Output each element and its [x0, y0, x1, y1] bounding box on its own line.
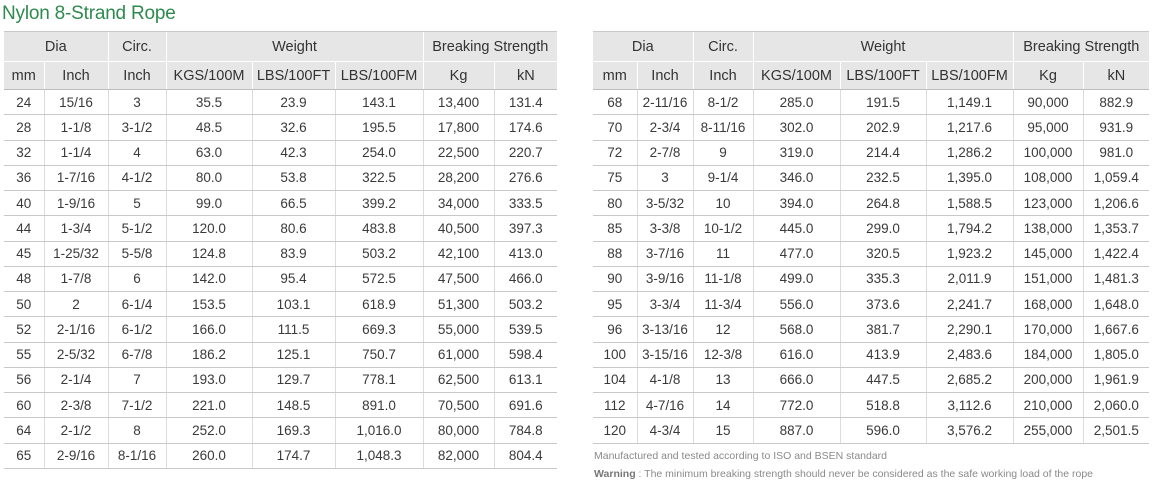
cell-dia-mm: 36 — [4, 165, 44, 190]
header-row-groups — [4, 32, 557, 62]
cell-lbs-100ft: 264.8 — [840, 191, 926, 216]
cell-dia-inch: 3-15/16 — [637, 342, 693, 367]
table-row — [593, 418, 1149, 443]
cell-dia-mm: 90 — [593, 266, 637, 291]
standard-note: Manufactured and tested according to ISO and BSEN standard — [594, 450, 888, 462]
cell-lbs-100ft: 169.3 — [252, 418, 335, 443]
cell-breaking-kg: 168,000 — [1013, 292, 1083, 317]
cell-circ-inch: 10 — [693, 191, 753, 216]
table-body-right — [593, 90, 1149, 444]
cell-dia-mm: 32 — [4, 140, 44, 165]
cell-dia-inch: 4-1/8 — [637, 367, 693, 392]
cell-breaking-kn: 1,206.6 — [1083, 191, 1149, 216]
cell-dia-mm: 45 — [4, 241, 44, 266]
table-row — [4, 317, 557, 342]
cell-kgs-100m: 63.0 — [166, 140, 252, 165]
cell-kgs-100m: 556.0 — [753, 292, 840, 317]
cell-breaking-kg: 151,000 — [1013, 266, 1083, 291]
header-lbs-100fm: LBS/100FM — [926, 62, 1013, 90]
cell-lbs-100ft: 518.8 — [840, 393, 926, 418]
cell-lbs-100fm: 254.0 — [335, 140, 423, 165]
cell-circ-inch: 6-1/2 — [108, 317, 166, 342]
cell-lbs-100fm: 572.5 — [335, 266, 423, 291]
table-row — [593, 393, 1149, 418]
header-circ: Circ. — [108, 32, 166, 62]
header-dia: Dia — [4, 32, 108, 62]
cell-dia-inch: 2 — [44, 292, 108, 317]
table-row — [4, 342, 557, 367]
cell-circ-inch: 12-3/8 — [693, 342, 753, 367]
cell-lbs-100fm: 778.1 — [335, 367, 423, 392]
table-row — [4, 140, 557, 165]
warning-text: : The minimum breaking strength should never be considered as the safe working load of the rope — [635, 468, 1094, 480]
cell-circ-inch: 15 — [693, 418, 753, 443]
header-mm: mm — [593, 62, 637, 90]
header-row-units — [593, 62, 1149, 90]
cell-dia-inch: 2-3/8 — [44, 393, 108, 418]
cell-circ-inch: 12 — [693, 317, 753, 342]
cell-lbs-100ft: 80.6 — [252, 216, 335, 241]
cell-breaking-kg: 108,000 — [1013, 165, 1083, 190]
cell-lbs-100ft: 413.9 — [840, 342, 926, 367]
cell-lbs-100ft: 32.6 — [252, 115, 335, 140]
cell-dia-inch: 15/16 — [44, 90, 108, 115]
cell-lbs-100fm: 143.1 — [335, 90, 423, 115]
cell-breaking-kg: 47,500 — [423, 266, 494, 291]
cell-circ-inch: 8 — [108, 418, 166, 443]
header-lbs-100ft: LBS/100FT — [840, 62, 926, 90]
cell-breaking-kg: 40,500 — [423, 216, 494, 241]
cell-breaking-kn: 2,060.0 — [1083, 393, 1149, 418]
cell-lbs-100fm: 1,149.1 — [926, 90, 1013, 115]
header-circ-inch: Inch — [108, 62, 166, 90]
cell-dia-mm: 44 — [4, 216, 44, 241]
cell-circ-inch: 6 — [108, 266, 166, 291]
cell-breaking-kg: 95,000 — [1013, 115, 1083, 140]
rope-spec-table-left — [4, 31, 557, 469]
cell-circ-inch: 5 — [108, 191, 166, 216]
warning-note — [594, 468, 1093, 480]
header-circ: Circ. — [693, 32, 753, 62]
cell-breaking-kn: 1,805.0 — [1083, 342, 1149, 367]
cell-kgs-100m: 302.0 — [753, 115, 840, 140]
header-weight: Weight — [166, 32, 423, 62]
table-row — [593, 140, 1149, 165]
table-row — [593, 367, 1149, 392]
cell-lbs-100ft: 299.0 — [840, 216, 926, 241]
cell-lbs-100ft: 125.1 — [252, 342, 335, 367]
cell-kgs-100m: 186.2 — [166, 342, 252, 367]
cell-dia-mm: 85 — [593, 216, 637, 241]
cell-dia-mm: 70 — [593, 115, 637, 140]
cell-kgs-100m: 887.0 — [753, 418, 840, 443]
cell-breaking-kn: 784.8 — [494, 418, 557, 443]
cell-breaking-kn: 1,667.6 — [1083, 317, 1149, 342]
header-circ-inch: Inch — [693, 62, 753, 90]
cell-kgs-100m: 616.0 — [753, 342, 840, 367]
cell-dia-mm: 60 — [4, 393, 44, 418]
cell-circ-inch: 4 — [108, 140, 166, 165]
cell-dia-mm: 55 — [4, 342, 44, 367]
cell-breaking-kg: 17,800 — [423, 115, 494, 140]
cell-kgs-100m: 124.8 — [166, 241, 252, 266]
cell-dia-inch: 3-7/16 — [637, 241, 693, 266]
cell-lbs-100fm: 322.5 — [335, 165, 423, 190]
table-row — [593, 216, 1149, 241]
cell-dia-inch: 1-1/8 — [44, 115, 108, 140]
cell-circ-inch: 11 — [693, 241, 753, 266]
header-mm: mm — [4, 62, 44, 90]
cell-dia-mm: 96 — [593, 317, 637, 342]
table-row — [4, 115, 557, 140]
cell-breaking-kg: 82,000 — [423, 443, 494, 468]
table-row — [4, 216, 557, 241]
cell-dia-mm: 56 — [4, 367, 44, 392]
header-dia: Dia — [593, 32, 693, 62]
cell-lbs-100fm: 669.3 — [335, 317, 423, 342]
cell-dia-inch: 1-9/16 — [44, 191, 108, 216]
cell-kgs-100m: 153.5 — [166, 292, 252, 317]
cell-kgs-100m: 477.0 — [753, 241, 840, 266]
cell-lbs-100ft: 129.7 — [252, 367, 335, 392]
cell-kgs-100m: 166.0 — [166, 317, 252, 342]
cell-circ-inch: 7-1/2 — [108, 393, 166, 418]
cell-breaking-kn: 333.5 — [494, 191, 557, 216]
cell-lbs-100ft: 66.5 — [252, 191, 335, 216]
cell-kgs-100m: 99.0 — [166, 191, 252, 216]
cell-lbs-100fm: 3,576.2 — [926, 418, 1013, 443]
cell-dia-mm: 100 — [593, 342, 637, 367]
cell-lbs-100ft: 111.5 — [252, 317, 335, 342]
cell-circ-inch: 6-7/8 — [108, 342, 166, 367]
cell-dia-mm: 50 — [4, 292, 44, 317]
table-row — [4, 367, 557, 392]
cell-dia-inch: 4-7/16 — [637, 393, 693, 418]
cell-circ-inch: 7 — [108, 367, 166, 392]
cell-dia-mm: 28 — [4, 115, 44, 140]
cell-lbs-100ft: 23.9 — [252, 90, 335, 115]
cell-dia-inch: 3-13/16 — [637, 317, 693, 342]
cell-lbs-100fm: 3,112.6 — [926, 393, 1013, 418]
cell-dia-inch: 1-3/4 — [44, 216, 108, 241]
cell-breaking-kg: 170,000 — [1013, 317, 1083, 342]
cell-lbs-100fm: 399.2 — [335, 191, 423, 216]
cell-breaking-kg: 138,000 — [1013, 216, 1083, 241]
cell-lbs-100fm: 1,923.2 — [926, 241, 1013, 266]
table-row — [593, 191, 1149, 216]
cell-kgs-100m: 35.5 — [166, 90, 252, 115]
cell-dia-inch: 2-5/32 — [44, 342, 108, 367]
cell-dia-inch: 2-11/16 — [637, 90, 693, 115]
table-row — [4, 418, 557, 443]
header-breaking-strength: Breaking Strength — [423, 32, 557, 62]
cell-lbs-100ft: 53.8 — [252, 165, 335, 190]
cell-lbs-100fm: 2,290.1 — [926, 317, 1013, 342]
cell-lbs-100fm: 2,483.6 — [926, 342, 1013, 367]
cell-dia-mm: 80 — [593, 191, 637, 216]
cell-breaking-kn: 397.3 — [494, 216, 557, 241]
cell-dia-inch: 1-1/4 — [44, 140, 108, 165]
table-row — [593, 115, 1149, 140]
header-row-groups — [593, 32, 1149, 62]
cell-lbs-100ft: 83.9 — [252, 241, 335, 266]
cell-breaking-kg: 55,000 — [423, 317, 494, 342]
table-row — [4, 443, 557, 468]
cell-dia-mm: 104 — [593, 367, 637, 392]
cell-breaking-kg: 145,000 — [1013, 241, 1083, 266]
cell-circ-inch: 11-1/8 — [693, 266, 753, 291]
cell-breaking-kn: 2,501.5 — [1083, 418, 1149, 443]
cell-breaking-kg: 200,000 — [1013, 367, 1083, 392]
cell-circ-inch: 4-1/2 — [108, 165, 166, 190]
cell-lbs-100ft: 191.5 — [840, 90, 926, 115]
warning-label: Warning — [594, 468, 636, 480]
cell-dia-inch: 3-3/4 — [637, 292, 693, 317]
cell-dia-mm: 48 — [4, 266, 44, 291]
cell-circ-inch: 5-5/8 — [108, 241, 166, 266]
cell-kgs-100m: 772.0 — [753, 393, 840, 418]
cell-breaking-kn: 413.0 — [494, 241, 557, 266]
cell-dia-inch: 2-1/16 — [44, 317, 108, 342]
table-row — [593, 165, 1149, 190]
table-row — [593, 90, 1149, 115]
table-row — [4, 292, 557, 317]
cell-breaking-kg: 100,000 — [1013, 140, 1083, 165]
cell-lbs-100ft: 320.5 — [840, 241, 926, 266]
cell-dia-inch: 3-3/8 — [637, 216, 693, 241]
table-row — [4, 165, 557, 190]
cell-kgs-100m: 48.5 — [166, 115, 252, 140]
cell-lbs-100fm: 618.9 — [335, 292, 423, 317]
cell-breaking-kn: 1,961.9 — [1083, 367, 1149, 392]
cell-breaking-kn: 804.4 — [494, 443, 557, 468]
cell-dia-inch: 2-9/16 — [44, 443, 108, 468]
cell-breaking-kn: 220.7 — [494, 140, 557, 165]
cell-breaking-kn: 174.6 — [494, 115, 557, 140]
cell-dia-inch: 1-7/16 — [44, 165, 108, 190]
cell-kgs-100m: 394.0 — [753, 191, 840, 216]
cell-lbs-100ft: 596.0 — [840, 418, 926, 443]
cell-dia-mm: 120 — [593, 418, 637, 443]
header-kn: kN — [494, 62, 557, 90]
cell-kgs-100m: 445.0 — [753, 216, 840, 241]
cell-breaking-kn: 1,422.4 — [1083, 241, 1149, 266]
cell-circ-inch: 9-1/4 — [693, 165, 753, 190]
table-row — [593, 317, 1149, 342]
cell-dia-mm: 52 — [4, 317, 44, 342]
cell-breaking-kn: 466.0 — [494, 266, 557, 291]
cell-circ-inch: 11-3/4 — [693, 292, 753, 317]
cell-breaking-kg: 13,400 — [423, 90, 494, 115]
cell-breaking-kg: 70,500 — [423, 393, 494, 418]
table-row — [4, 191, 557, 216]
cell-kgs-100m: 499.0 — [753, 266, 840, 291]
cell-kgs-100m: 285.0 — [753, 90, 840, 115]
cell-lbs-100ft: 381.7 — [840, 317, 926, 342]
cell-lbs-100ft: 103.1 — [252, 292, 335, 317]
cell-kgs-100m: 80.0 — [166, 165, 252, 190]
table-body-left — [4, 90, 557, 469]
cell-lbs-100ft: 95.4 — [252, 266, 335, 291]
cell-breaking-kg: 22,500 — [423, 140, 494, 165]
cell-kgs-100m: 120.0 — [166, 216, 252, 241]
cell-dia-inch: 1-25/32 — [44, 241, 108, 266]
table-row — [4, 241, 557, 266]
table-row — [4, 266, 557, 291]
cell-dia-mm: 65 — [4, 443, 44, 468]
cell-circ-inch: 8-1/2 — [693, 90, 753, 115]
cell-lbs-100fm: 2,241.7 — [926, 292, 1013, 317]
header-weight: Weight — [753, 32, 1013, 62]
cell-breaking-kn: 131.4 — [494, 90, 557, 115]
cell-lbs-100fm: 1,794.2 — [926, 216, 1013, 241]
cell-dia-mm: 88 — [593, 241, 637, 266]
cell-lbs-100fm: 2,011.9 — [926, 266, 1013, 291]
cell-dia-mm: 68 — [593, 90, 637, 115]
header-kg: Kg — [1013, 62, 1083, 90]
cell-breaking-kg: 61,000 — [423, 342, 494, 367]
cell-lbs-100ft: 174.7 — [252, 443, 335, 468]
cell-lbs-100fm: 1,217.6 — [926, 115, 1013, 140]
header-lbs-100fm: LBS/100FM — [335, 62, 423, 90]
cell-breaking-kn: 1,648.0 — [1083, 292, 1149, 317]
header-breaking-strength: Breaking Strength — [1013, 32, 1149, 62]
cell-breaking-kg: 210,000 — [1013, 393, 1083, 418]
cell-dia-inch: 2-7/8 — [637, 140, 693, 165]
header-row-units — [4, 62, 557, 90]
cell-breaking-kn: 1,481.3 — [1083, 266, 1149, 291]
cell-lbs-100fm: 2,685.2 — [926, 367, 1013, 392]
cell-dia-mm: 112 — [593, 393, 637, 418]
cell-kgs-100m: 221.0 — [166, 393, 252, 418]
cell-breaking-kn: 1,059.4 — [1083, 165, 1149, 190]
cell-dia-inch: 3-5/32 — [637, 191, 693, 216]
cell-dia-mm: 24 — [4, 90, 44, 115]
header-kgs-100m: KGS/100M — [166, 62, 252, 90]
cell-lbs-100fm: 1,588.5 — [926, 191, 1013, 216]
cell-lbs-100ft: 148.5 — [252, 393, 335, 418]
cell-dia-mm: 72 — [593, 140, 637, 165]
cell-breaking-kg: 123,000 — [1013, 191, 1083, 216]
cell-kgs-100m: 260.0 — [166, 443, 252, 468]
cell-kgs-100m: 666.0 — [753, 367, 840, 392]
cell-lbs-100fm: 483.8 — [335, 216, 423, 241]
cell-lbs-100fm: 195.5 — [335, 115, 423, 140]
cell-kgs-100m: 142.0 — [166, 266, 252, 291]
cell-breaking-kn: 503.2 — [494, 292, 557, 317]
cell-lbs-100fm: 1,286.2 — [926, 140, 1013, 165]
cell-kgs-100m: 319.0 — [753, 140, 840, 165]
cell-breaking-kn: 1,353.7 — [1083, 216, 1149, 241]
rope-spec-table-right — [593, 31, 1149, 444]
cell-lbs-100ft: 447.5 — [840, 367, 926, 392]
cell-dia-mm: 64 — [4, 418, 44, 443]
cell-breaking-kg: 42,100 — [423, 241, 494, 266]
cell-kgs-100m: 346.0 — [753, 165, 840, 190]
cell-circ-inch: 3 — [108, 90, 166, 115]
cell-circ-inch: 5-1/2 — [108, 216, 166, 241]
cell-breaking-kg: 28,200 — [423, 165, 494, 190]
cell-breaking-kn: 613.1 — [494, 367, 557, 392]
cell-breaking-kg: 51,300 — [423, 292, 494, 317]
cell-lbs-100ft: 214.4 — [840, 140, 926, 165]
table-row — [4, 90, 557, 115]
cell-kgs-100m: 252.0 — [166, 418, 252, 443]
cell-lbs-100fm: 891.0 — [335, 393, 423, 418]
cell-circ-inch: 10-1/2 — [693, 216, 753, 241]
header-kg: Kg — [423, 62, 494, 90]
cell-circ-inch: 13 — [693, 367, 753, 392]
cell-dia-mm: 95 — [593, 292, 637, 317]
header-inch: Inch — [44, 62, 108, 90]
cell-breaking-kn: 931.9 — [1083, 115, 1149, 140]
cell-circ-inch: 8-11/16 — [693, 115, 753, 140]
cell-lbs-100ft: 42.3 — [252, 140, 335, 165]
cell-dia-inch: 1-7/8 — [44, 266, 108, 291]
header-inch: Inch — [637, 62, 693, 90]
cell-breaking-kn: 539.5 — [494, 317, 557, 342]
table-row — [593, 342, 1149, 367]
cell-kgs-100m: 193.0 — [166, 367, 252, 392]
cell-lbs-100fm: 1,395.0 — [926, 165, 1013, 190]
cell-lbs-100ft: 373.6 — [840, 292, 926, 317]
cell-breaking-kg: 34,000 — [423, 191, 494, 216]
cell-dia-inch: 4-3/4 — [637, 418, 693, 443]
cell-circ-inch: 9 — [693, 140, 753, 165]
cell-breaking-kg: 184,000 — [1013, 342, 1083, 367]
cell-lbs-100ft: 335.3 — [840, 266, 926, 291]
cell-dia-mm: 40 — [4, 191, 44, 216]
cell-dia-mm: 75 — [593, 165, 637, 190]
cell-dia-inch: 3-9/16 — [637, 266, 693, 291]
cell-dia-inch: 2-3/4 — [637, 115, 693, 140]
table-row — [4, 393, 557, 418]
cell-breaking-kn: 598.4 — [494, 342, 557, 367]
cell-kgs-100m: 568.0 — [753, 317, 840, 342]
cell-breaking-kg: 80,000 — [423, 418, 494, 443]
cell-lbs-100fm: 1,016.0 — [335, 418, 423, 443]
table-row — [593, 266, 1149, 291]
cell-breaking-kn: 691.6 — [494, 393, 557, 418]
cell-circ-inch: 6-1/4 — [108, 292, 166, 317]
table-row — [593, 292, 1149, 317]
cell-dia-inch: 3 — [637, 165, 693, 190]
table-row — [593, 241, 1149, 266]
cell-breaking-kn: 276.6 — [494, 165, 557, 190]
cell-breaking-kg: 62,500 — [423, 367, 494, 392]
cell-circ-inch: 8-1/16 — [108, 443, 166, 468]
cell-dia-inch: 2-1/4 — [44, 367, 108, 392]
cell-circ-inch: 14 — [693, 393, 753, 418]
cell-circ-inch: 3-1/2 — [108, 115, 166, 140]
cell-breaking-kn: 981.0 — [1083, 140, 1149, 165]
cell-lbs-100fm: 503.2 — [335, 241, 423, 266]
cell-lbs-100fm: 1,048.3 — [335, 443, 423, 468]
cell-lbs-100fm: 750.7 — [335, 342, 423, 367]
cell-breaking-kg: 90,000 — [1013, 90, 1083, 115]
header-kgs-100m: KGS/100M — [753, 62, 840, 90]
header-lbs-100ft: LBS/100FT — [252, 62, 335, 90]
cell-lbs-100ft: 232.5 — [840, 165, 926, 190]
cell-lbs-100ft: 202.9 — [840, 115, 926, 140]
cell-breaking-kg: 255,000 — [1013, 418, 1083, 443]
cell-breaking-kn: 882.9 — [1083, 90, 1149, 115]
page-title: Nylon 8-Strand Rope — [2, 3, 176, 24]
cell-dia-inch: 2-1/2 — [44, 418, 108, 443]
header-kn: kN — [1083, 62, 1149, 90]
